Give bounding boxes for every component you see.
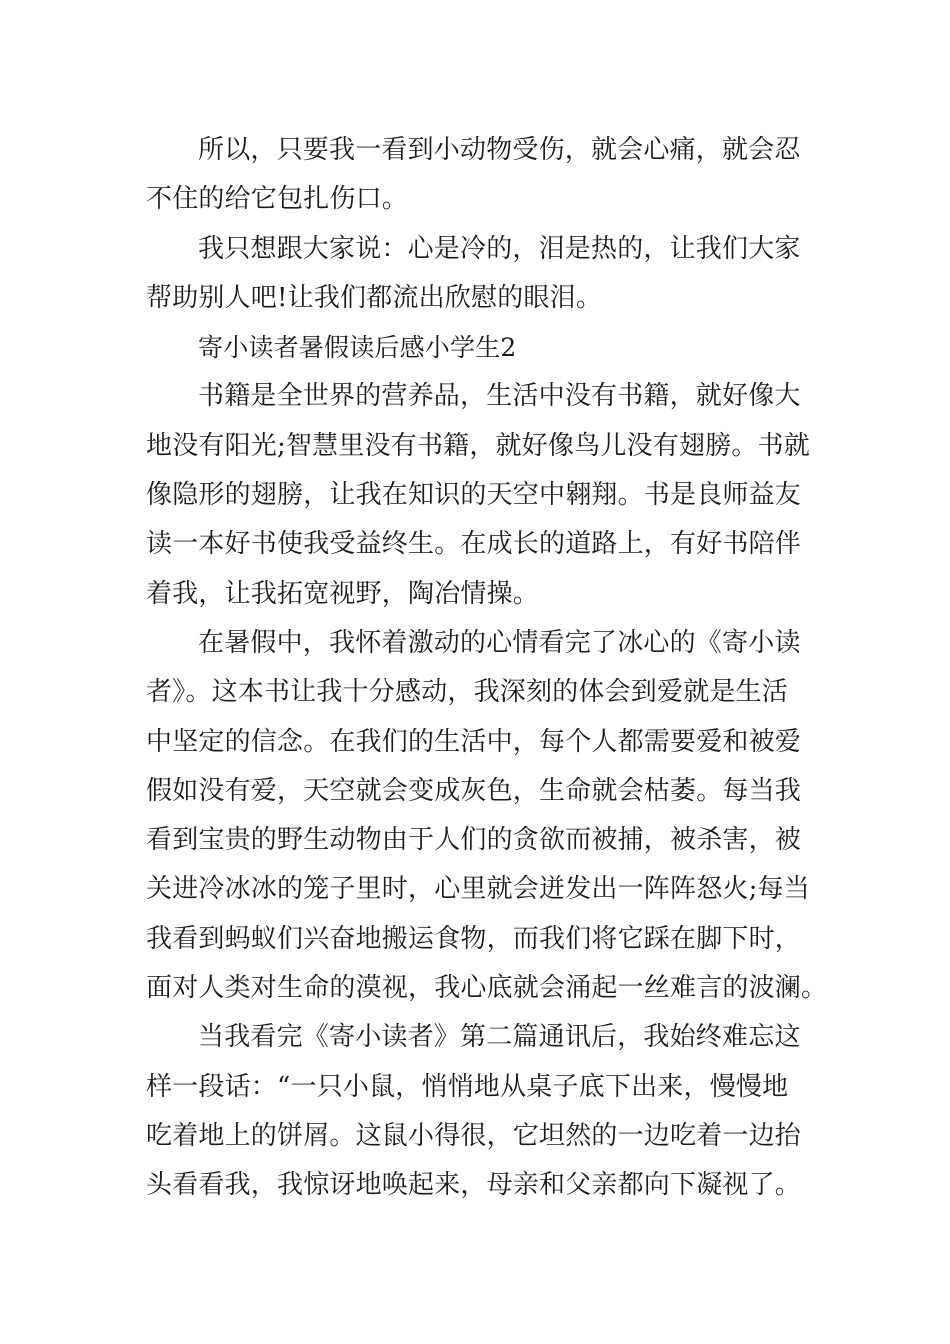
text-line: 看到宝贵的野生动物由于人们的贪欲而被捕，被杀害，被 (146, 825, 802, 856)
text-line: 者》。这本书让我十分感动，我深刻的体会到爱就是生活 (146, 677, 789, 708)
text-line: 当我看完《寄小读者》第二篇通讯后，我始终难忘这 (198, 1022, 801, 1053)
text-line: 我看到蚂蚁们兴奋地搬运食物，而我们将它踩在脚下时， (146, 923, 802, 954)
text-line: 样一段话：“一只小鼠，悄悄地从桌子底下出来，慢慢地 (146, 1071, 789, 1102)
text-line: 地没有阳光;智慧里没有书籍，就好像鸟儿没有翅膀。书就 (146, 430, 810, 461)
text-line: 吃着地上的饼屑。这鼠小得很，它坦然的一边吃着一边抬 (146, 1120, 802, 1151)
document-body (146, 126, 828, 1211)
text-line: 不住的给它包扎伤口。 (146, 184, 409, 215)
text-line: 中坚定的信念。在我们的生活中，每个人都需要爱和被爱 (146, 726, 802, 757)
text-line: 在暑假中，我怀着激动的心情看完了冰心的《寄小读 (198, 627, 801, 658)
text-line: 着我，让我拓宽视野，陶冶情操。 (146, 578, 540, 609)
text-line: 假如没有爱，天空就会变成灰色，生命就会枯萎。每当我 (146, 775, 802, 806)
text-line: 我只想跟大家说：心是冷的，泪是热的，让我们大家 (198, 233, 801, 264)
text-line: 书籍是全世界的营养品，生活中没有书籍，就好像大 (198, 381, 801, 412)
text-line: 面对人类对生命的漠视，我心底就会涌起一丝难言的波澜。 (146, 973, 828, 1004)
text-line: 所以，只要我一看到小动物受伤，就会心痛，就会忍 (198, 135, 801, 165)
text-line: 关进冷冰冰的笼子里时，心里就会迸发出一阵阵怒火;每当 (146, 874, 810, 905)
text-line: 帮助别人吧!让我们都流出欣慰的眼泪。 (146, 282, 603, 313)
text-line: 头看看我，我惊讶地唤起来，母亲和父亲都向下凝视了。 (146, 1170, 802, 1201)
text-line: 读一本好书使我受益终生。在成长的道路上，有好书陪伴 (146, 529, 802, 560)
text-line: 像隐形的翅膀，让我在知识的天空中翱翔。书是良师益友 (146, 480, 802, 511)
section-title: 寄小读者暑假读后感小学生2 (198, 333, 517, 363)
